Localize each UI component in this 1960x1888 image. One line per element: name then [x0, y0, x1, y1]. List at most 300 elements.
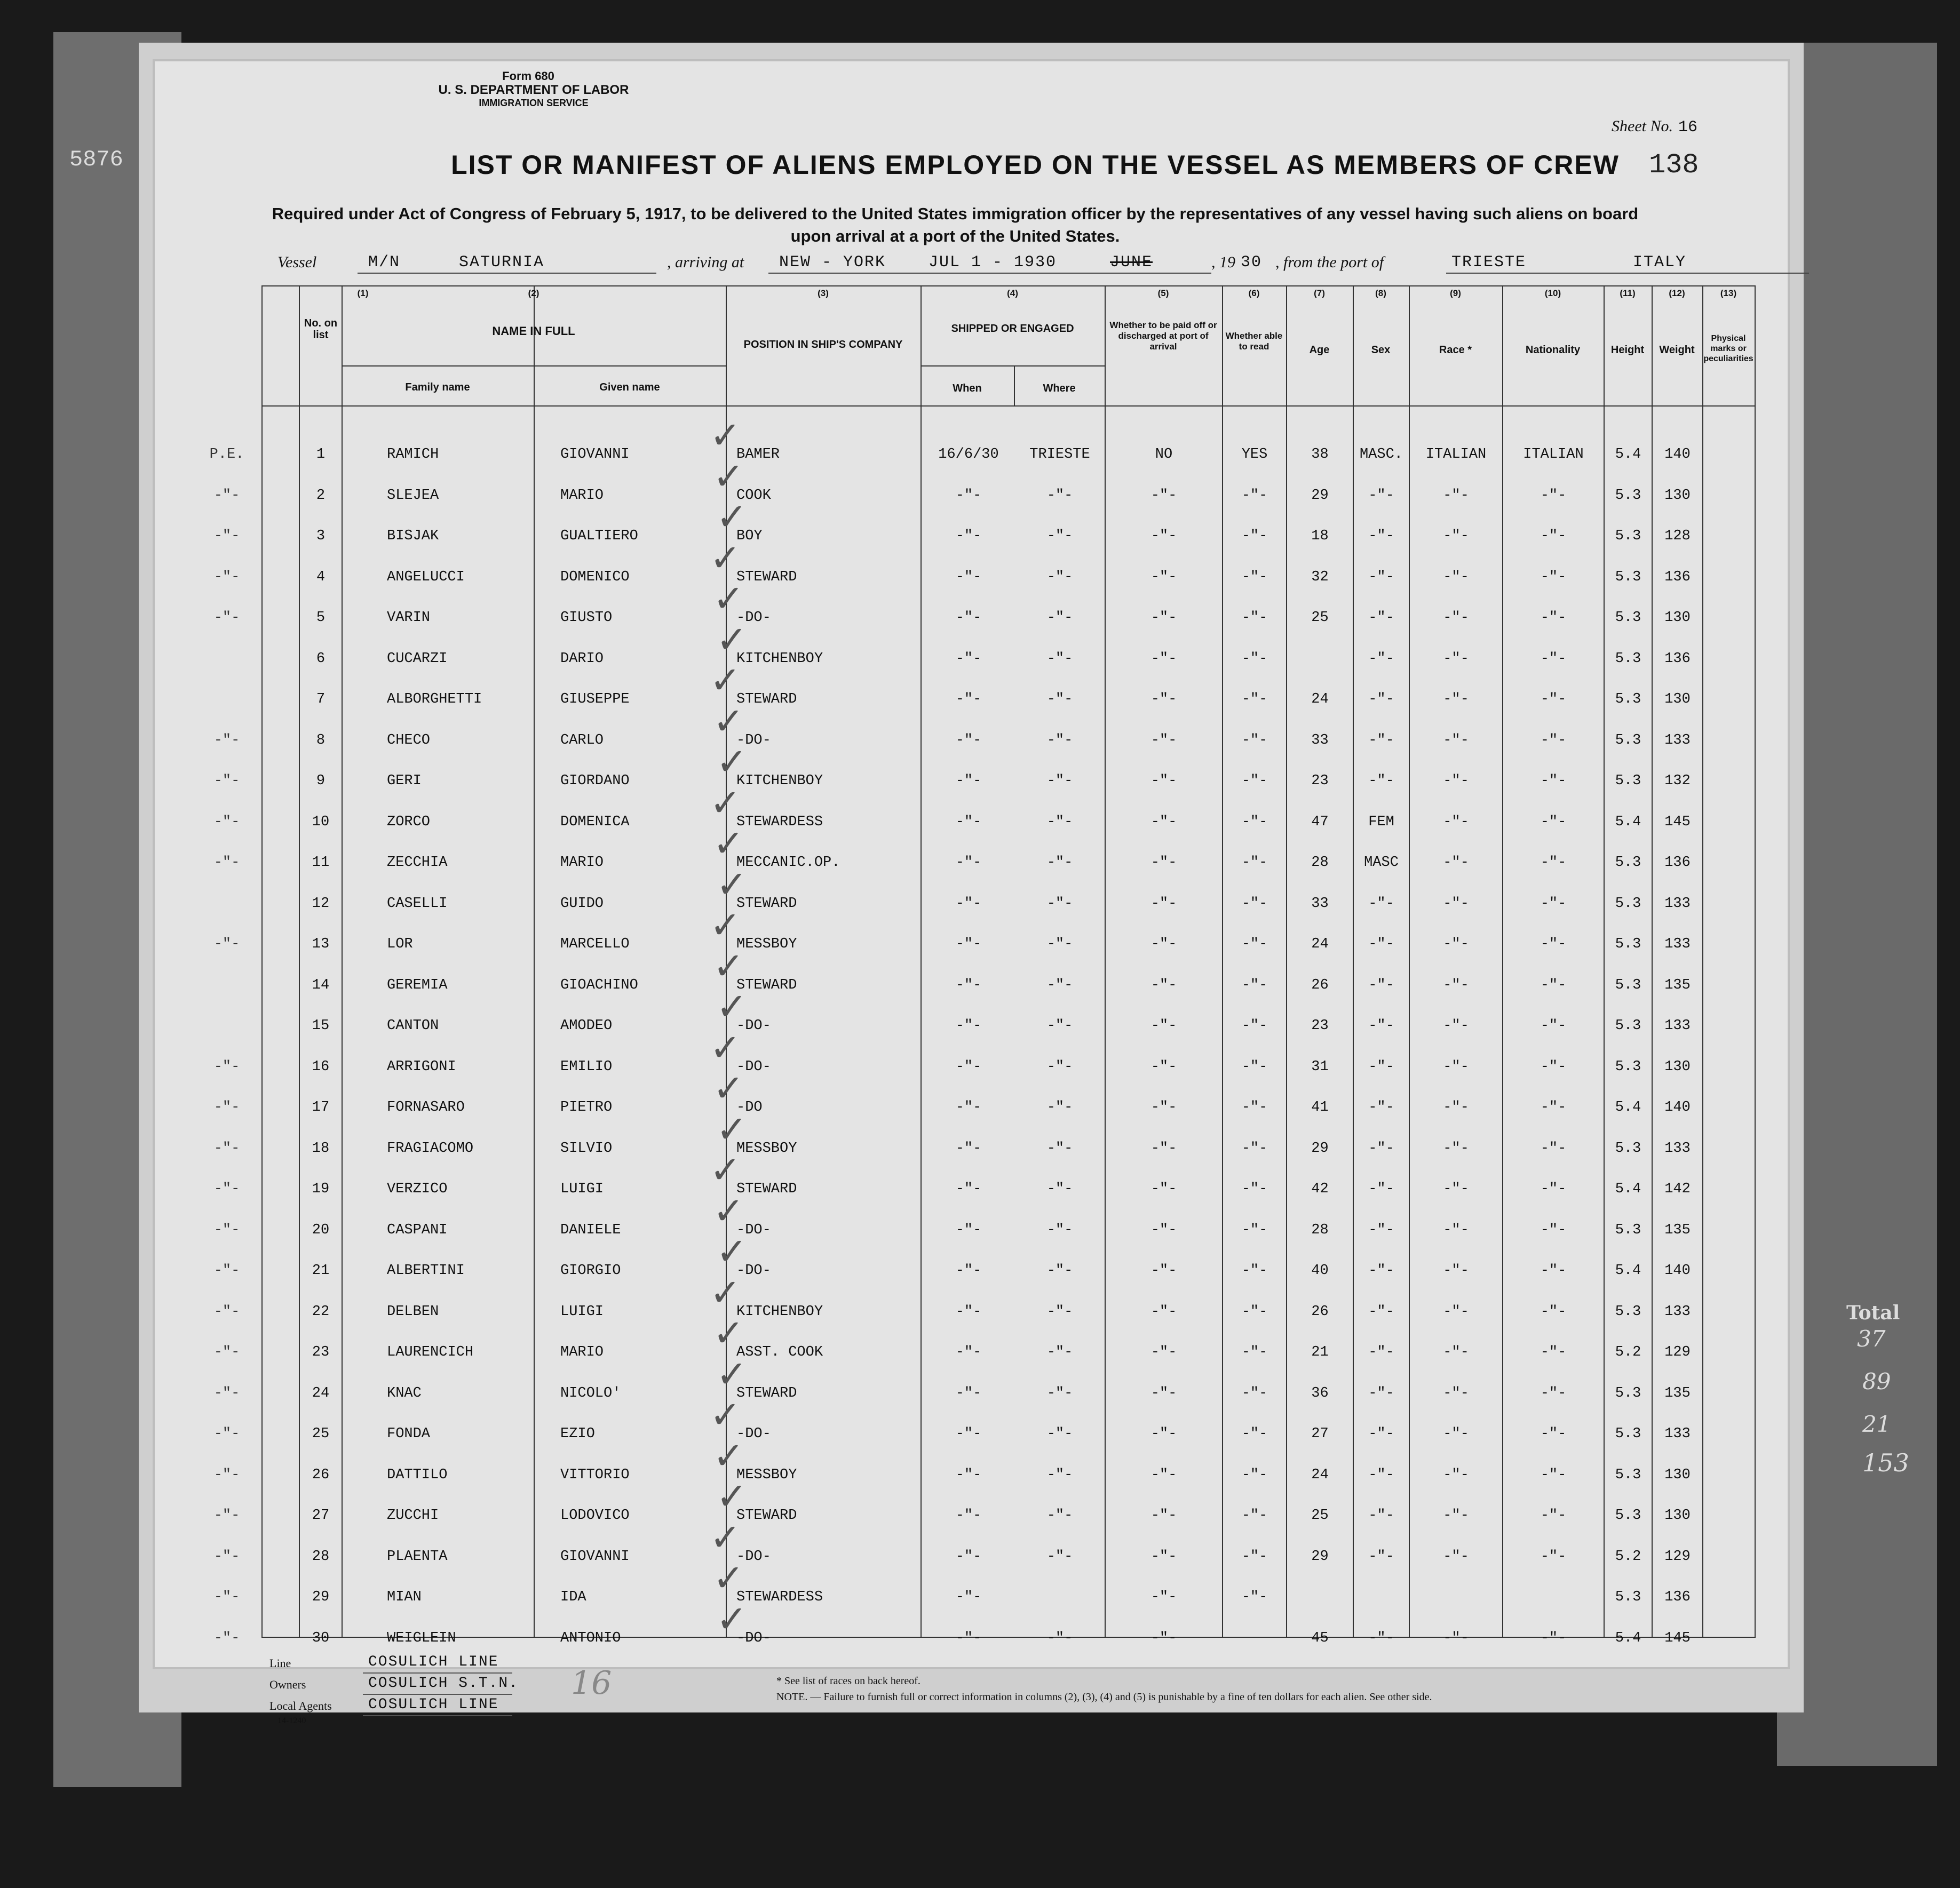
family-name: CASELLI — [387, 895, 448, 912]
nationality: -"- — [1540, 1426, 1567, 1442]
paid-off: -"- — [1150, 487, 1177, 504]
nationality: -"- — [1540, 528, 1567, 544]
position: -DO- — [736, 1263, 771, 1279]
pencil-check-icon: ✓ — [713, 1066, 744, 1110]
row-mark: -"- — [213, 1548, 240, 1565]
weight: 130 — [1664, 691, 1691, 707]
shipped-where: -"- — [1046, 977, 1073, 993]
able-to-read: -"- — [1241, 1508, 1268, 1524]
col-header-weight: Weight — [1659, 344, 1695, 356]
weight: 140 — [1664, 447, 1691, 463]
height: 5.3 — [1615, 1589, 1641, 1605]
pencil-check-icon: ✓ — [713, 699, 744, 743]
agents-label: Local Agents — [269, 1699, 332, 1712]
owners-label: Owners — [269, 1678, 306, 1691]
family-name: ZECCHIA — [387, 855, 448, 871]
table-row — [213, 476, 1755, 517]
shipped-when: -"- — [955, 1222, 982, 1238]
shipped-when: -"- — [955, 650, 982, 667]
pencil-check-icon: ✓ — [713, 577, 744, 620]
paid-off: -"- — [1150, 1344, 1177, 1360]
race: -"- — [1443, 1467, 1469, 1483]
col-num-5: (5) — [1157, 288, 1169, 298]
family-name: DELBEN — [387, 1303, 439, 1320]
shipped-when: -"- — [955, 1467, 982, 1483]
shipped-where: -"- — [1046, 1100, 1073, 1116]
pencil-check-icon: ✓ — [710, 1025, 741, 1070]
table-row — [213, 761, 1755, 802]
country: ITALY — [1633, 253, 1687, 272]
age: 24 — [1311, 936, 1329, 952]
table-row — [213, 516, 1755, 557]
paid-off: -"- — [1150, 1303, 1177, 1320]
pencil-check-icon: ✓ — [716, 740, 748, 784]
nationality: -"- — [1540, 773, 1567, 789]
shipped-when: -"- — [955, 855, 982, 871]
age: 41 — [1311, 1100, 1329, 1116]
form-code: 14-1240 — [277, 1716, 306, 1725]
paid-off: -"- — [1150, 528, 1177, 544]
height: 5.2 — [1615, 1548, 1641, 1565]
table-row — [213, 843, 1755, 884]
race: -"- — [1443, 1385, 1469, 1401]
family-name: LOR — [387, 936, 413, 952]
pencil-check-icon: ✓ — [713, 822, 744, 865]
row-number: 2 — [316, 487, 326, 504]
shipped-where: -"- — [1046, 1508, 1073, 1524]
margin-total-value: 37 — [1857, 1326, 1886, 1352]
col-header-race: Race * — [1439, 344, 1472, 356]
page-title: LIST OR MANIFEST OF ALIENS EMPLOYED ON THE VESSEL AS MEMBERS OF CREW — [451, 150, 1620, 180]
age: 33 — [1311, 895, 1329, 912]
col-num-11: (11) — [1620, 288, 1636, 298]
sheet-number — [1612, 117, 1697, 137]
weight: 133 — [1664, 1303, 1691, 1320]
sex: -"- — [1368, 1467, 1394, 1483]
family-name: FRAGIACOMO — [387, 1140, 474, 1157]
weight: 136 — [1664, 569, 1691, 585]
shipped-when: -"- — [955, 773, 982, 789]
able-to-read: -"- — [1241, 1018, 1268, 1034]
family-name: FONDA — [387, 1426, 431, 1442]
race: -"- — [1443, 895, 1469, 912]
table-row — [213, 1129, 1755, 1170]
shipped-when: -"- — [955, 814, 982, 830]
row-number: 27 — [312, 1508, 330, 1524]
family-name: ALBERTINI — [387, 1263, 465, 1279]
nationality: -"- — [1540, 895, 1567, 912]
vessel-prefix: M/N — [368, 253, 401, 272]
agents-value: COSULICH LINE — [368, 1696, 499, 1713]
col-num-7: (7) — [1314, 288, 1325, 298]
age: 38 — [1311, 447, 1329, 463]
age: 28 — [1311, 1222, 1329, 1238]
col-header-where: Where — [1043, 383, 1076, 394]
shipped-where: -"- — [1046, 855, 1073, 871]
table-row — [213, 557, 1755, 599]
weight: 145 — [1664, 814, 1691, 830]
able-to-read: -"- — [1241, 528, 1268, 544]
shipped-when: 16/6/30 — [938, 447, 999, 463]
paid-off: -"- — [1150, 732, 1177, 748]
paid-off: -"- — [1150, 1385, 1177, 1401]
pencil-check-icon: ✓ — [710, 1270, 741, 1315]
shipped-where: -"- — [1046, 1181, 1073, 1197]
height: 5.3 — [1615, 1467, 1641, 1483]
left-margin-arrival-number: 5876 — [69, 147, 123, 172]
shipped-when: -"- — [955, 936, 982, 952]
position: BAMER — [736, 447, 780, 463]
age: 33 — [1311, 732, 1329, 748]
family-name: ANGELUCCI — [387, 569, 465, 585]
able-to-read: -"- — [1241, 1263, 1268, 1279]
row-mark: -"- — [213, 1222, 240, 1238]
weight: 129 — [1664, 1344, 1691, 1360]
shipped-where: -"- — [1046, 487, 1073, 504]
age: 29 — [1311, 487, 1329, 504]
family-name: CUCARZI — [387, 650, 448, 667]
position: STEWARDESS — [736, 814, 823, 830]
row-mark: -"- — [213, 1263, 240, 1279]
race: -"- — [1443, 773, 1469, 789]
shipped-when: -"- — [955, 977, 982, 993]
able-to-read: -"- — [1241, 1426, 1268, 1442]
height: 5.3 — [1615, 1140, 1641, 1157]
family-name: ZUCCHI — [387, 1508, 439, 1524]
nationality: -"- — [1540, 1303, 1567, 1320]
given-name: GIUSTO — [560, 610, 613, 626]
position: -DO- — [736, 1426, 771, 1442]
height: 5.3 — [1615, 487, 1641, 504]
col-num-10: (10) — [1544, 288, 1561, 298]
height: 5.3 — [1615, 732, 1641, 748]
weight: 129 — [1664, 1548, 1691, 1565]
race: -"- — [1443, 1263, 1469, 1279]
height: 5.3 — [1615, 1385, 1641, 1401]
row-number: 20 — [312, 1222, 330, 1238]
sex: -"- — [1368, 610, 1394, 626]
nationality: -"- — [1540, 1263, 1567, 1279]
position: STEWARD — [736, 691, 797, 707]
shipped-when: -"- — [955, 528, 982, 544]
paid-off: -"- — [1150, 814, 1177, 830]
position: KITCHENBOY — [736, 1303, 823, 1320]
row-mark: -"- — [213, 1140, 240, 1157]
shipped-when: -"- — [955, 1018, 982, 1034]
margin-value-2: 89 — [1862, 1368, 1891, 1395]
race: -"- — [1443, 1548, 1469, 1565]
row-number: 17 — [312, 1100, 330, 1116]
race: -"- — [1443, 487, 1469, 504]
shipped-where: -"- — [1046, 691, 1073, 707]
row-number: 12 — [312, 895, 330, 912]
given-name: NICOLO' — [560, 1385, 621, 1401]
row-number: 5 — [316, 610, 326, 626]
race: -"- — [1443, 1426, 1469, 1442]
col-header-nationality: Nationality — [1525, 344, 1581, 356]
weight: 140 — [1664, 1100, 1691, 1116]
owners-value: COSULICH S.T.N. — [368, 1675, 519, 1692]
pencil-check-icon: ✓ — [716, 617, 748, 662]
shipped-when: -"- — [955, 1100, 982, 1116]
arrival-port: NEW - YORK — [779, 253, 886, 272]
table-row — [213, 1455, 1755, 1496]
family-name: BISJAK — [387, 528, 439, 544]
shipped-when: -"- — [955, 1385, 982, 1401]
col-header-paid-off: Whether to be paid off or discharged at port of arrival — [1109, 320, 1217, 352]
year-label: , 19 — [1211, 253, 1235, 271]
row-mark: -"- — [213, 1508, 240, 1524]
nationality: -"- — [1540, 936, 1567, 952]
position: MESSBOY — [736, 936, 797, 952]
sex: -"- — [1368, 1303, 1394, 1320]
age: 29 — [1311, 1140, 1329, 1157]
nationality: -"- — [1540, 1630, 1567, 1646]
nationality: ITALIAN — [1523, 447, 1584, 463]
row-number: 8 — [316, 732, 326, 748]
weight: 140 — [1664, 1263, 1691, 1279]
table-row — [213, 721, 1755, 762]
nationality: -"- — [1540, 691, 1567, 707]
age: 29 — [1311, 1548, 1329, 1565]
height: 5.3 — [1615, 773, 1641, 789]
nationality: -"- — [1540, 1344, 1567, 1360]
paid-off: -"- — [1150, 1263, 1177, 1279]
given-name: CARLO — [560, 732, 604, 748]
height: 5.3 — [1615, 1058, 1641, 1075]
row-number: 3 — [316, 528, 326, 544]
nationality: -"- — [1540, 1100, 1567, 1116]
sex: -"- — [1368, 773, 1394, 789]
weight: 136 — [1664, 650, 1691, 667]
family-name: VARIN — [387, 610, 431, 626]
able-to-read: YES — [1241, 447, 1268, 463]
table-row — [213, 1537, 1755, 1578]
sex: -"- — [1368, 650, 1394, 667]
paid-off: -"- — [1150, 855, 1177, 871]
table-row — [213, 1088, 1755, 1129]
pencil-check-icon: ✓ — [716, 1352, 748, 1396]
row-mark: -"- — [213, 1303, 240, 1320]
family-name: CANTON — [387, 1018, 439, 1034]
shipped-when: -"- — [955, 1263, 982, 1279]
paid-off: -"- — [1150, 936, 1177, 952]
margin-total-label: Total — [1846, 1302, 1900, 1324]
shipped-when: -"- — [955, 1589, 982, 1605]
row-mark: -"- — [213, 773, 240, 789]
paid-off: -"- — [1150, 1589, 1177, 1605]
given-name: PIETRO — [560, 1100, 613, 1116]
row-number: 18 — [312, 1140, 330, 1157]
from-label: , from the port of — [1275, 253, 1384, 271]
col-header-sex: Sex — [1371, 344, 1391, 356]
nationality: -"- — [1540, 855, 1567, 871]
shipped-where: -"- — [1046, 1222, 1073, 1238]
table-row — [213, 1374, 1755, 1415]
pencil-check-icon: ✓ — [713, 1189, 744, 1233]
table-row — [261, 966, 1755, 1007]
row-mark: -"- — [213, 855, 240, 871]
height: 5.3 — [1615, 895, 1641, 912]
row-number: 6 — [316, 650, 326, 667]
given-name: DANIELE — [560, 1222, 621, 1238]
position: MESSBOY — [736, 1140, 797, 1157]
height: 5.4 — [1615, 814, 1641, 830]
table-row — [213, 1414, 1755, 1455]
nationality: -"- — [1540, 1181, 1567, 1197]
table-row — [213, 1333, 1755, 1374]
row-number: 22 — [312, 1303, 330, 1320]
race: -"- — [1443, 1222, 1469, 1238]
weight: 130 — [1664, 487, 1691, 504]
shipped-where: -"- — [1046, 773, 1073, 789]
weight: 132 — [1664, 773, 1691, 789]
paid-off: -"- — [1150, 1508, 1177, 1524]
shipped-when: -"- — [955, 1548, 982, 1565]
able-to-read: -"- — [1241, 773, 1268, 789]
given-name: GUALTIERO — [560, 528, 638, 544]
sex: MASC — [1364, 855, 1399, 871]
sex: -"- — [1368, 1385, 1394, 1401]
nationality: -"- — [1540, 610, 1567, 626]
race: -"- — [1443, 1100, 1469, 1116]
weight: 135 — [1664, 1385, 1691, 1401]
weight: 130 — [1664, 1058, 1691, 1075]
family-name: ALBORGHETTI — [387, 691, 482, 707]
col-header-read: Whether able to read — [1225, 331, 1283, 352]
race: -"- — [1443, 1303, 1469, 1320]
row-number: 26 — [312, 1467, 330, 1483]
row-mark: -"- — [213, 1467, 240, 1483]
table-row — [261, 1006, 1755, 1047]
shipped-where: -"- — [1046, 732, 1073, 748]
age: 42 — [1311, 1181, 1329, 1197]
shipped-when: -"- — [955, 1181, 982, 1197]
table-row — [213, 1210, 1755, 1252]
col-header-when: When — [953, 383, 982, 394]
sex: -"- — [1368, 1630, 1394, 1646]
race: -"- — [1443, 855, 1469, 871]
paid-off: NO — [1155, 447, 1173, 463]
height: 5.3 — [1615, 569, 1641, 585]
col-num-13: (13) — [1720, 288, 1737, 298]
race: -"- — [1443, 1630, 1469, 1646]
given-name: LODOVICO — [560, 1508, 630, 1524]
shipped-where: -"- — [1046, 1344, 1073, 1360]
table-row — [213, 925, 1755, 966]
row-mark: -"- — [213, 936, 240, 952]
family-name: CASPANI — [387, 1222, 448, 1238]
family-name: DATTILO — [387, 1467, 448, 1483]
family-name: MIAN — [387, 1589, 422, 1605]
weight: 136 — [1664, 1589, 1691, 1605]
table-row — [213, 1169, 1755, 1210]
sex: -"- — [1368, 1058, 1394, 1075]
shipped-where: -"- — [1046, 650, 1073, 667]
shipped-where: -"- — [1046, 1018, 1073, 1034]
row-number: 23 — [312, 1344, 330, 1360]
paid-off: -"- — [1150, 1100, 1177, 1116]
race: -"- — [1443, 528, 1469, 544]
position: -DO — [736, 1100, 763, 1116]
shipped-where: -"- — [1046, 1548, 1073, 1565]
row-number: 4 — [316, 569, 326, 585]
family-name: ARRIGONI — [387, 1058, 456, 1075]
shipped-when: -"- — [955, 569, 982, 585]
col-num-12: (12) — [1669, 288, 1685, 298]
vessel-label: Vessel — [277, 253, 317, 271]
weight: 133 — [1664, 895, 1691, 912]
given-name: AMODEO — [560, 1018, 613, 1034]
row-mark: -"- — [213, 1058, 240, 1075]
shipped-when: -"- — [955, 1303, 982, 1320]
height: 5.3 — [1615, 1222, 1641, 1238]
height: 5.3 — [1615, 936, 1641, 952]
sex: -"- — [1368, 1548, 1394, 1565]
struck-month: JUNE — [1110, 253, 1153, 272]
sex: -"- — [1368, 528, 1394, 544]
shipped-where: -"- — [1046, 1426, 1073, 1442]
pencil-check-icon: ✓ — [716, 1107, 748, 1151]
height: 5.3 — [1615, 528, 1641, 544]
race: -"- — [1443, 650, 1469, 667]
shipped-where: -"- — [1046, 1303, 1073, 1320]
row-number: 10 — [312, 814, 330, 830]
shipped-where: TRIESTE — [1029, 447, 1090, 463]
age: 40 — [1311, 1263, 1329, 1279]
row-number: 21 — [312, 1263, 330, 1279]
pencil-check-icon: ✓ — [716, 495, 748, 539]
able-to-read: -"- — [1241, 1385, 1268, 1401]
given-name: DOMENICA — [560, 814, 630, 830]
pencil-check-icon: ✓ — [710, 413, 741, 457]
paid-off: -"- — [1150, 895, 1177, 912]
race: -"- — [1443, 1140, 1469, 1157]
table-row — [261, 680, 1755, 721]
family-name: ZORCO — [387, 814, 431, 830]
table-row — [261, 884, 1755, 925]
shipped-where: -"- — [1046, 569, 1073, 585]
position: MESSBOY — [736, 1467, 797, 1483]
row-mark: -"- — [213, 610, 240, 626]
given-name: ANTONIO — [560, 1630, 621, 1646]
position: KITCHENBOY — [736, 650, 823, 667]
row-number: 7 — [316, 691, 326, 707]
col-header-no: No. on list — [304, 317, 338, 341]
from-port: TRIESTE — [1451, 253, 1527, 272]
age: 31 — [1311, 1058, 1329, 1075]
row-number: 28 — [312, 1548, 330, 1565]
row-mark: -"- — [213, 569, 240, 585]
family-name: VERZICO — [387, 1181, 448, 1197]
position: STEWARD — [736, 895, 797, 912]
nationality: -"- — [1540, 1467, 1567, 1483]
age: 27 — [1311, 1426, 1329, 1442]
table-row — [209, 435, 1755, 476]
position: -DO- — [736, 732, 771, 748]
age: 47 — [1311, 814, 1329, 830]
position: STEWARD — [736, 1508, 797, 1524]
given-name: MARIO — [560, 855, 604, 871]
nationality: -"- — [1540, 1018, 1567, 1034]
weight: 133 — [1664, 936, 1691, 952]
height: 5.4 — [1615, 1100, 1641, 1116]
able-to-read: -"- — [1241, 732, 1268, 748]
family-name: KNAC — [387, 1385, 422, 1401]
position: MECCANIC.OP. — [736, 855, 840, 871]
row-number: 24 — [312, 1385, 330, 1401]
sex: FEM — [1368, 814, 1394, 830]
